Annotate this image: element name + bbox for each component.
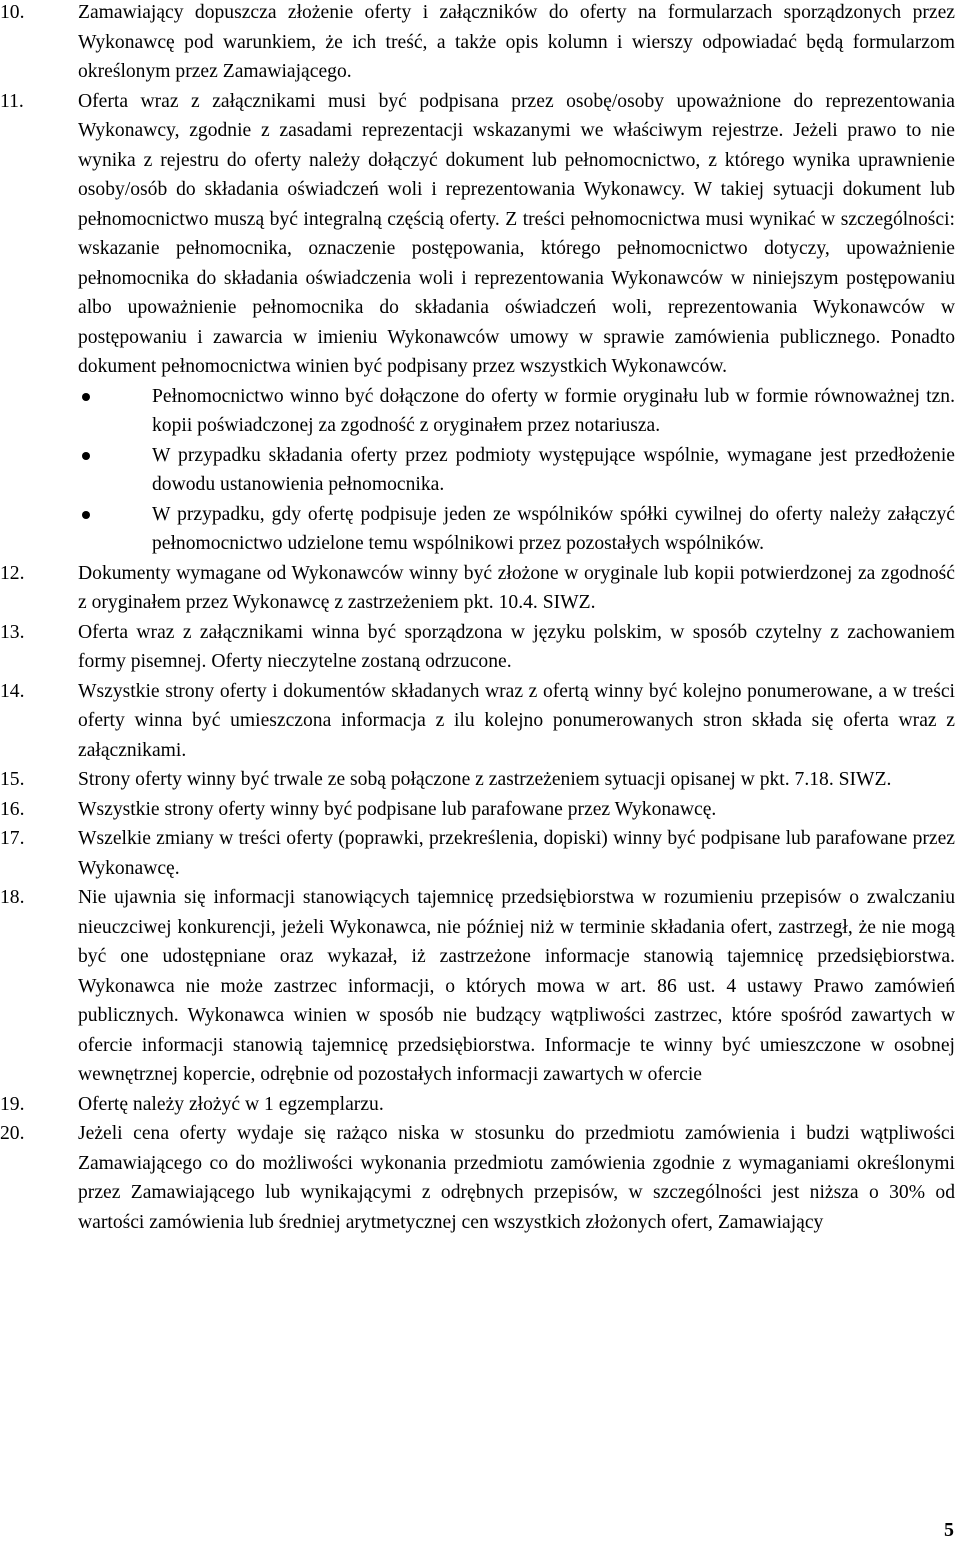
list-item-10 bbox=[0, 0, 955, 87]
item-number: 16. bbox=[0, 798, 25, 820]
bullet-item bbox=[78, 382, 955, 441]
bullet-icon bbox=[78, 500, 152, 530]
bullet-text: W przypadku, gdy ofertę podpisuje jeden ze wspólników spółki cywilnej do oferty należy załączyć pełnomocnictwo udzielone temu wspólnikowi przez pozostałych wspólników. bbox=[152, 503, 955, 554]
item-text: Wszystkie strony oferty i dokumentów składanych wraz z ofertą winny być kolejno ponumerowane, a w treści oferty winna być umieszczona informacja z ilu kolejno ponumerowanych stron składa się oferta wraz z załącznikami. bbox=[78, 680, 955, 761]
item-text: Nie ujawnia się informacji stanowiących tajemnicę przedsiębiorstwa w rozumieniu przepisów o zwalczaniu nieuczciwej konkurencji, jeżeli Wykonawca, nie później niż w terminie składania ofert, zastrzegł, że nie mogą być one udostępniane oraz wykazał, iż zastrzeżone informacje stanowią tajemnicę przedsiębiorstwa. Wykonawca nie może zastrzec informacji, o których mowa w art. 86 ust. 4 ustawy Prawo zamówień publicznych. Wykonawca winien w sposób nie budzący wątpliwości zastrzec, które spośród zawartych w ofercie informacji stanowią tajemnicę przedsiębiorstwa. Informacje te winny być umieszczone w osobnej wewnętrznej kopercie, odrębnie od pozostałych informacji zawartych w ofercie bbox=[78, 887, 955, 1085]
item-text: Strony oferty winny być trwale ze sobą połączone z zastrzeżeniem sytuacji opisanej w pkt. 7.18. SIWZ. bbox=[78, 769, 892, 790]
item-number: 10. bbox=[0, 2, 25, 23]
bullet-list bbox=[78, 382, 955, 559]
bullet-icon bbox=[78, 441, 152, 471]
item-number: 11. bbox=[0, 90, 24, 112]
list-item-11 bbox=[0, 87, 955, 559]
item-text: Ofertę należy złożyć w 1 egzemplarzu. bbox=[78, 1093, 384, 1115]
list-item-12 bbox=[0, 559, 955, 618]
item-text: Dokumenty wymagane od Wykonawców winny być złożone w oryginale lub kopii potwierdzonej za zgodność z oryginałem przez Wykonawcę z zastrzeżeniem pkt. 10.4. SIWZ. bbox=[78, 562, 955, 613]
item-number: 14. bbox=[0, 680, 25, 702]
item-number: 18. bbox=[0, 887, 25, 908]
item-number: 20. bbox=[0, 1123, 25, 1144]
list-item-15 bbox=[0, 765, 955, 795]
bullet-item bbox=[78, 500, 955, 559]
item-content bbox=[78, 87, 955, 559]
item-number: 19. bbox=[0, 1093, 25, 1115]
page-number: 5 bbox=[944, 1519, 954, 1541]
item-text: Oferta wraz z załącznikami winna być sporządzona w języku polskim, w sposób czytelny z zachowaniem formy pisemnej. Oferty nieczytelne zostaną odrzucone. bbox=[78, 621, 955, 672]
list-item-14 bbox=[0, 677, 955, 766]
item-text: Jeżeli cena oferty wydaje się rażąco niska w stosunku do przedmiotu zamówienia i budzi wątpliwości Zamawiającego co do możliwości wykonania przedmiotu zamówienia zgodnie z wymaganiami określonymi przez Zamawiającego lub wynikającymi z odrębnych przepisów, w szczególności jest niższa o 30% od wartości zamówienia lub średniej arytmetycznej cen wszystkich złożonych ofert, Zamawiający bbox=[78, 1123, 955, 1233]
list-item-16 bbox=[0, 795, 955, 825]
bullet-icon bbox=[78, 382, 152, 412]
list-item-17 bbox=[0, 824, 955, 883]
item-text: Wszystkie strony oferty winny być podpisane lub parafowane przez Wykonawcę. bbox=[78, 798, 717, 820]
list-item-13 bbox=[0, 618, 955, 677]
list-item-20 bbox=[0, 1119, 955, 1237]
item-number: 15. bbox=[0, 769, 25, 790]
list-item-19 bbox=[0, 1090, 955, 1120]
bullet-item bbox=[78, 441, 955, 500]
item-text: Zamawiający dopuszcza złożenie oferty i załączników do oferty na formularzach sporządzonych przez Wykonawcę pod warunkiem, że ich treść, a także opis kolumn i wierszy odpowiadać będą formularzom określonym przez Zamawiającego. bbox=[78, 2, 955, 82]
item-number: 13. bbox=[0, 621, 25, 643]
item-number: 17. bbox=[0, 828, 25, 849]
item-text: Wszelkie zmiany w treści oferty (poprawki, przekreślenia, dopiski) winny być podpisane lub parafowane przez Wykonawcę. bbox=[78, 828, 955, 879]
list-item-18 bbox=[0, 883, 955, 1090]
item-text: Oferta wraz z załącznikami musi być podpisana przez osobę/osoby upoważnione do reprezentowania Wykonawcy, zgodnie z zasadami reprezentacji wskazanymi we właściwym rejestrze. Jeżeli prawo to nie wynika z rejestru do oferty należy dołączyć dokument lub pełnomocnictwo, z którego wynika uprawnienie osoby/osób do składania oświadczeń woli i reprezentowania Wykonawcy. W takiej sytuacji dokument lub pełnomocnictwo muszą być integralną częścią oferty. Z treści pełnomocnictwa musi wynikać w szczególności: wskazanie pełnomocnika, oznaczenie postępowania, którego pełnomocnictwo dotyczy, upoważnienie pełnomocnika do składania oświadczenia woli i reprezentowania Wykonawców w niniejszym postępowaniu albo upoważnienie pełnomocnika do składania oświadczeń woli, reprezentowania Wykonawców w postępowaniu i zawarcia w imieniu Wykonawców umowy w sprawie zamówienia publicznego. Ponadto dokument pełnomocnictwa winien być podpisany przez wszystkich Wykonawców. bbox=[78, 90, 955, 377]
item-number: 12. bbox=[0, 562, 25, 584]
bullet-text: Pełnomocnictwo winno być dołączone do oferty w formie oryginału lub w formie równoważnej tzn. kopii poświadczonej za zgodność z oryginałem przez notariusza. bbox=[152, 385, 955, 436]
bullet-text: W przypadku składania oferty przez podmioty występujące wspólnie, wymagane jest przedłożenie dowodu ustanowienia pełnomocnika. bbox=[152, 444, 955, 495]
